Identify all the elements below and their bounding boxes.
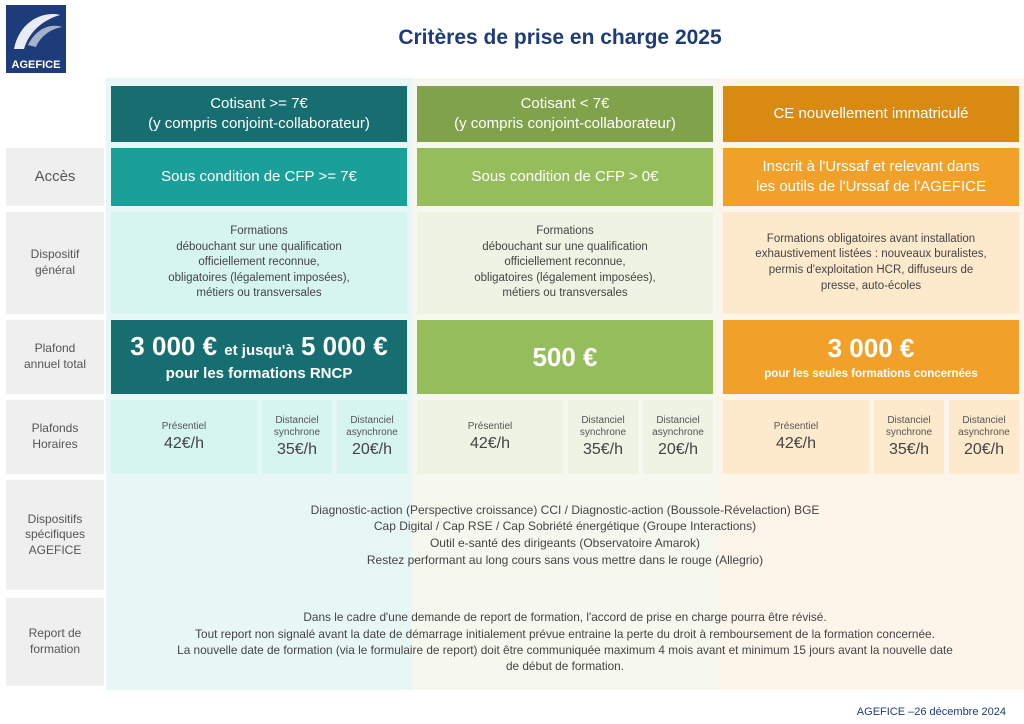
plafond-cotisant-moins-7 xyxy=(417,320,713,394)
row-label-text: Plafonds xyxy=(31,421,79,436)
report-line: La nouvelle date de formation (via le formulaire de report) doit être communiquée maximum 4 mois avant et minimum 15 jours avant la nouvelle date xyxy=(177,643,953,657)
report-formation-content xyxy=(106,598,1024,686)
horaire-label: Distanciel xyxy=(887,415,931,426)
column-header-cotisant-moins-7 xyxy=(417,86,713,142)
row-label-text: Report de xyxy=(28,626,82,641)
row-label-plafonds-horaires xyxy=(6,400,104,474)
row-label-dispositifs-specifiques xyxy=(6,480,104,590)
specifique-item: Restez performant au long cours sans vous mettre dans le rouge (Allegrio) xyxy=(366,552,764,567)
general-line: presse, auto-écoles xyxy=(820,279,922,292)
general-line: débouchant sur une qualification xyxy=(176,240,342,253)
horaire-label: asynchrone xyxy=(346,427,398,438)
horaire-value: 20€/h xyxy=(963,441,1005,458)
row-label-text: Dispositif xyxy=(30,247,80,262)
horaire-label: Distanciel xyxy=(581,415,625,426)
header-line1: Cotisant >= 7€ xyxy=(210,94,308,112)
dispositif-general-cotisant-moins-7 xyxy=(417,212,713,314)
general-line: obligatoires (légalement imposées), xyxy=(474,271,656,284)
horaire-value: 20€/h xyxy=(351,441,393,458)
horaire-label: Distanciel xyxy=(656,415,700,426)
horaire-label: Distanciel xyxy=(962,415,1006,426)
header-line1: Cotisant < 7€ xyxy=(520,94,610,112)
horaire-label: synchrone xyxy=(885,427,933,438)
horaire-value: 42€/h xyxy=(163,435,205,452)
specifique-item: Cap Digital / Cap RSE / Cap Sobriété énergétique (Groupe Interactions) xyxy=(373,519,757,534)
dispositifs-specifiques-content xyxy=(106,480,1024,590)
horaire-value: 42€/h xyxy=(469,435,511,452)
header-line2: (y compris conjoint-collaborateur) xyxy=(148,115,370,132)
dispositif-general-ce-immatricule xyxy=(723,212,1019,314)
agefice-logo xyxy=(6,5,66,73)
plafond-ce-immatricule xyxy=(723,320,1019,394)
plafond-cotisant-7 xyxy=(111,320,407,394)
horaire-label: Distanciel xyxy=(350,415,394,426)
horaire-async-ce-immatricule xyxy=(949,400,1019,474)
row-label-text: Accès xyxy=(34,168,76,186)
plafond-connector: et jusqu'à xyxy=(224,342,294,360)
general-line: Formations xyxy=(536,225,594,238)
logo-mark xyxy=(6,5,66,57)
horaire-label: Distanciel xyxy=(275,415,319,426)
general-line: officiellement reconnue, xyxy=(504,256,626,269)
report-line: Dans le cadre d'une demande de report de formation, l'accord de prise en charge pourra être révisé. xyxy=(303,610,827,625)
row-label-text: Plafond xyxy=(34,341,76,356)
specifique-item: Diagnostic-action (Perspective croissance) CCI / Diagnostic-action (Boussole-Révelaction) BGE xyxy=(310,502,820,517)
footer-date: AGEFICE –26 décembre 2024 xyxy=(856,706,1006,718)
row-label-acces xyxy=(6,148,104,206)
horaire-label: asynchrone xyxy=(958,427,1010,438)
horaire-value: 42€/h xyxy=(775,435,817,452)
row-label-report-formation xyxy=(6,598,104,686)
horaire-value: 20€/h xyxy=(657,441,699,458)
dispositif-general-cotisant-7 xyxy=(111,212,407,314)
plafond-amount-max: 5 000 € xyxy=(300,331,388,362)
general-line: exhaustivement listées : nouveaux buralistes, xyxy=(755,248,987,261)
plafond-amount: 3 000 € xyxy=(827,332,915,363)
row-label-plafond-annuel xyxy=(6,320,104,394)
acces-text: Sous condition de CFP > 0€ xyxy=(471,167,659,185)
header-line1: CE nouvellement immatriculé xyxy=(773,104,969,122)
plafond-subtitle: pour les formations RNCP xyxy=(165,364,353,382)
horaire-label: synchrone xyxy=(579,427,627,438)
horaire-presentiel-ce-immatricule xyxy=(723,400,869,474)
horaire-presentiel-cotisant-moins-7 xyxy=(417,400,563,474)
general-line: officiellement reconnue, xyxy=(198,256,320,269)
general-line: métiers ou transversales xyxy=(196,287,322,300)
acces-cotisant-moins-7 xyxy=(417,148,713,206)
row-label-text: spécifiques xyxy=(24,527,86,542)
specifique-item: Outil e-santé des dirigeants (Observatoire Amarok) xyxy=(429,536,701,550)
general-line: permis d'exploitation HCR, diffuseurs de xyxy=(768,264,974,276)
general-line: débouchant sur une qualification xyxy=(482,240,648,253)
acces-text: Inscrit à l'Urssaf et relevant dans xyxy=(762,157,980,175)
acces-text: Sous condition de CFP >= 7€ xyxy=(161,167,357,185)
general-line: obligatoires (légalement imposées), xyxy=(168,271,350,284)
horaire-label: Présentiel xyxy=(467,421,513,432)
report-line: Tout report non signalé avant la date de démarrage initialement prévue entraine la perte du droit à remboursement de la formation concernée. xyxy=(195,626,935,641)
row-label-text: Dispositifs xyxy=(27,511,83,526)
acces-ce-immatricule xyxy=(723,148,1019,206)
general-line: Formations xyxy=(230,225,288,238)
logo-wordmark: AGEFICE xyxy=(6,57,66,73)
horaire-async-cotisant-moins-7 xyxy=(643,400,713,474)
acces-text: les outils de l'Urssaf de l'AGEFICE xyxy=(756,178,986,195)
row-label-text: formation xyxy=(29,642,81,656)
plafond-amount-line xyxy=(130,332,387,361)
horaire-sync-ce-immatricule xyxy=(874,400,944,474)
plafond-amount: 3 000 € xyxy=(130,331,218,362)
horaire-presentiel-cotisant-7 xyxy=(111,400,257,474)
header-line2: (y compris conjoint-collaborateur) xyxy=(454,115,676,132)
horaire-value: 35€/h xyxy=(582,441,624,458)
general-line: Formations obligatoires avant installation xyxy=(766,232,976,245)
row-label-dispositif-general xyxy=(6,212,104,314)
row-label-text: annuel total xyxy=(23,357,87,371)
column-header-ce-immatricule xyxy=(723,86,1019,142)
horaire-value: 35€/h xyxy=(888,441,930,458)
horaire-value: 35€/h xyxy=(276,441,318,458)
horaire-sync-cotisant-7 xyxy=(262,400,332,474)
horaire-sync-cotisant-moins-7 xyxy=(568,400,638,474)
column-header-cotisant-7 xyxy=(111,86,407,142)
row-label-text: Horaires xyxy=(32,437,78,451)
plafond-amount: 500 € xyxy=(532,341,598,372)
row-label-text: général xyxy=(34,263,76,277)
general-line: métiers ou transversales xyxy=(502,287,628,300)
horaire-label: asynchrone xyxy=(652,427,704,438)
row-label-text: AGEFICE xyxy=(28,542,82,557)
page-title: Critères de prise en charge 2025 xyxy=(398,26,722,49)
horaire-label: Présentiel xyxy=(773,421,819,432)
horaire-label: Présentiel xyxy=(161,421,207,432)
report-line: de début de formation. xyxy=(505,659,625,674)
plafond-subtitle: pour les seules formations concernées xyxy=(764,368,978,381)
horaire-label: synchrone xyxy=(273,427,321,438)
acces-cotisant-7 xyxy=(111,148,407,206)
horaire-async-cotisant-7 xyxy=(337,400,407,474)
